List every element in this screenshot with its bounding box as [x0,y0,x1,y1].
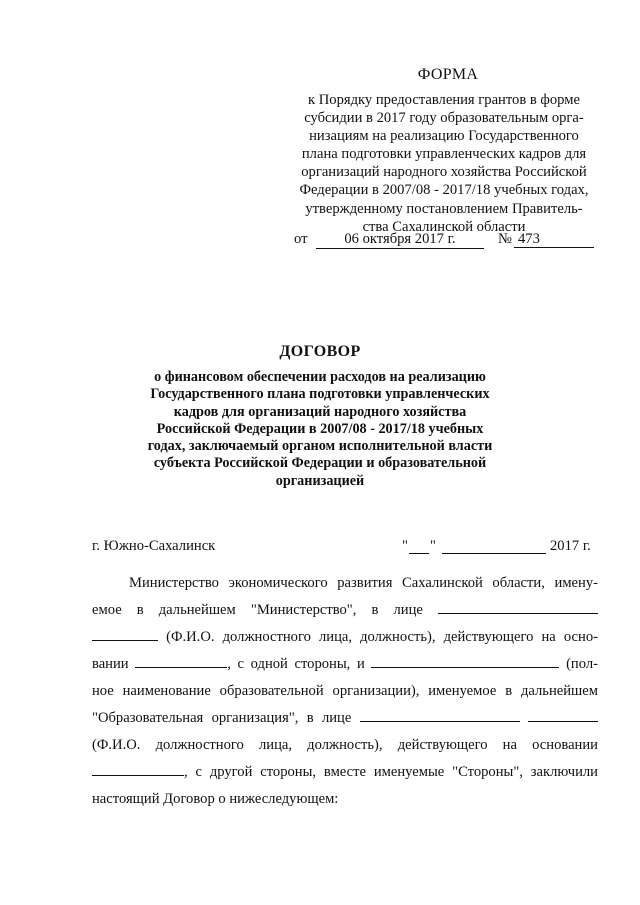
official-name-blank [438,598,598,614]
order-date: 06 октября 2017 г. [316,231,484,249]
subtitle-line: Российской Федерации в 2007/08 - 2017/18 учебных [156,420,484,437]
day-blank [409,538,429,554]
approval-line: субсидии в 2017 году образовательным орга- [304,110,584,127]
preamble-text: , с одной стороны, и [227,656,365,672]
preamble-text: "Образовательная организация", в лице [92,710,352,726]
organization-name-blank [371,652,559,668]
approval-line: плана подготовки управленческих кадров для [301,146,587,163]
order-number: 473 [514,231,594,248]
approval-reference [290,91,598,236]
contract-subtitle [120,369,520,490]
order-reference [294,231,599,251]
contract-date [402,538,600,558]
basis-blank-2 [92,760,184,776]
date-year: 2017 г. [550,538,591,554]
approval-line: Федерации в 2007/08 - 2017/18 учебных годах, [299,182,589,199]
form-label: ФОРМА [417,66,479,83]
preamble-line: настоящий Договор о нижеследующем: [92,791,339,807]
preamble-text: (пол- [566,656,598,672]
preamble-line [92,624,598,651]
day-quote-close: " [430,538,436,554]
preamble-line: Министерство экономического развития Сахалинской области, имену- [129,575,598,591]
subtitle-line: годах, заключаемый органом исполнительной власти [147,438,493,455]
preamble-text: вании [92,656,129,672]
preamble-line: (Ф.И.О. должностного лица, должность), действующего на основании [92,737,598,753]
preamble-line [92,759,598,786]
representative-blank [360,706,520,722]
preamble-line [92,705,598,732]
day-quote-open: " [402,538,408,554]
approval-line: к Порядку предоставления грантов в форме [308,92,580,108]
month-blank [442,538,546,554]
approval-line: организаций народного хозяйства Российской [301,164,587,181]
subtitle-line: кадров для организаций народного хозяйства [173,403,467,420]
subtitle-line: Государственного плана подготовки управленческих [150,386,490,403]
subtitle-line: субъекта Российской Федерации и образовательной [153,455,487,472]
preamble-text: , с другой стороны, вместе именуемые "Стороны", заключили [184,764,598,780]
representative-blank-2 [528,706,598,722]
approval-line: утвержденному постановлением Правитель- [305,200,583,217]
city-name: г. Южно-Сахалинск [92,538,216,554]
basis-blank [135,652,227,668]
contract-title: ДОГОВОР [279,343,361,360]
order-number-label: № [498,231,512,247]
approval-line: ства Сахалинской области [362,218,526,235]
preamble-line: ное наименование образовательной организации), именуемое в дальнейшем [92,683,598,699]
subtitle-line: организацией [275,472,365,489]
subtitle-line: о финансовом обеспечении расходов на реализацию [154,369,486,385]
preamble-text: (Ф.И.О. должностного лица, должность), действующего на осно- [166,629,598,645]
preamble-line [92,651,598,678]
official-name-blank-cont [92,625,158,641]
preamble-text: емое в дальнейшем "Министерство", в лице [92,602,423,618]
order-from-label: от [294,231,308,247]
preamble-line [92,597,598,624]
approval-line: низациям на реализацию Государственного [309,128,579,145]
preamble-paragraph [92,570,598,813]
